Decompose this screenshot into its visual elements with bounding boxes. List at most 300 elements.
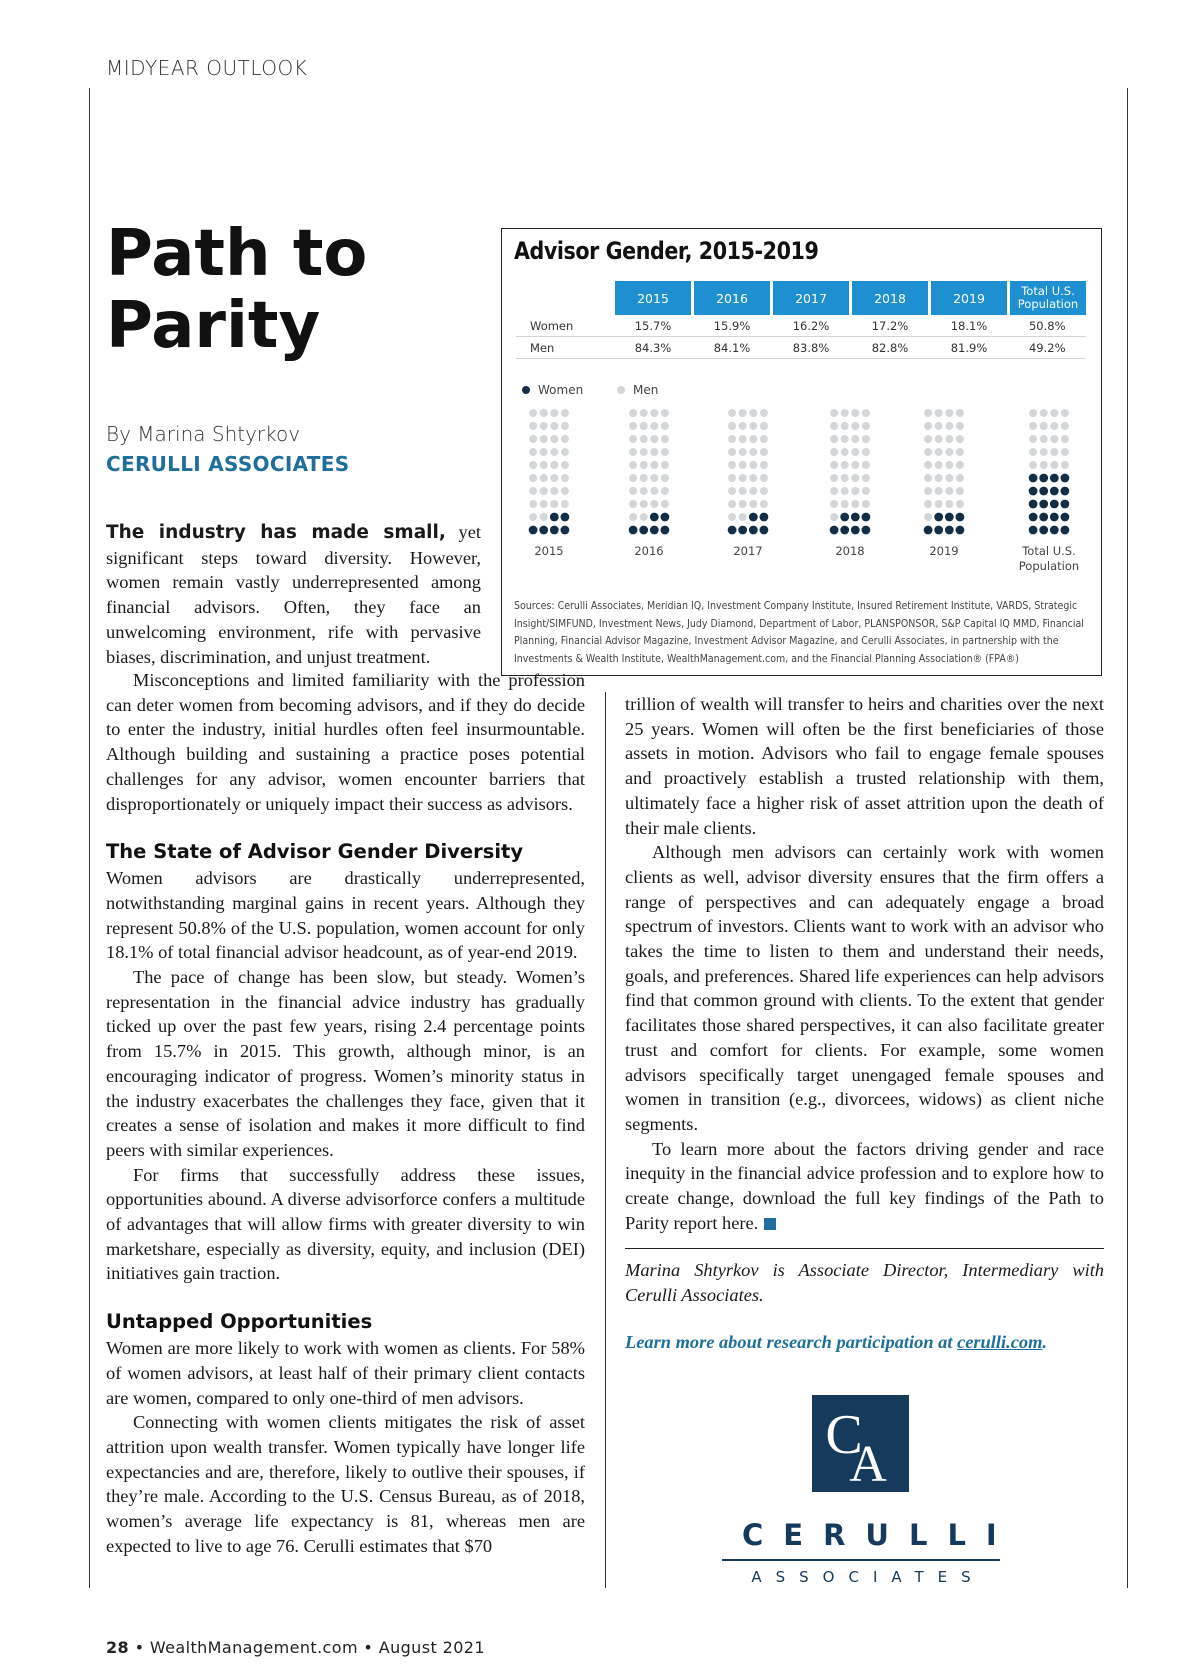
men-dot bbox=[749, 461, 757, 469]
men-dot bbox=[728, 513, 736, 521]
women-dot bbox=[1039, 487, 1048, 496]
women-dot bbox=[1050, 474, 1059, 483]
men-dot bbox=[728, 409, 736, 417]
men-dot bbox=[924, 461, 932, 469]
men-dot bbox=[550, 500, 558, 508]
men-dot bbox=[540, 461, 548, 469]
women-dot bbox=[661, 526, 670, 535]
men-dot bbox=[935, 487, 943, 495]
women-dot bbox=[1029, 500, 1038, 509]
men-dot bbox=[1061, 448, 1069, 456]
table-cell: 84.1% bbox=[693, 337, 772, 359]
men-dot bbox=[739, 435, 747, 443]
men-dot bbox=[640, 500, 648, 508]
women-dot bbox=[1029, 513, 1038, 522]
men-dot bbox=[760, 461, 768, 469]
women-dot bbox=[924, 526, 933, 535]
men-dot bbox=[540, 422, 548, 430]
row-label: Women bbox=[516, 315, 614, 337]
men-dot bbox=[841, 500, 849, 508]
column-header: Total U.S. Population bbox=[1009, 281, 1087, 315]
logo-wordmark: CERULLI bbox=[742, 1518, 1017, 1552]
men-dot bbox=[540, 435, 548, 443]
men-dot bbox=[550, 422, 558, 430]
bio-divider bbox=[625, 1248, 1104, 1249]
men-dot bbox=[561, 435, 569, 443]
men-dot bbox=[540, 487, 548, 495]
men-dot bbox=[841, 422, 849, 430]
table-cell: 17.2% bbox=[851, 315, 930, 337]
right-column bbox=[625, 692, 1104, 1235]
men-dot bbox=[1040, 461, 1048, 469]
column-header: 2017 bbox=[772, 281, 851, 315]
dot-group-label: 2019 bbox=[929, 544, 959, 558]
women-dot bbox=[561, 526, 570, 535]
men-dot bbox=[661, 422, 669, 430]
men-dot bbox=[924, 422, 932, 430]
women-dot bbox=[840, 513, 849, 522]
paragraph: Women advisors are drastically underrepresented, notwithstanding marginal gains in recent years. Although they represent 50.8% of the U.S. population, women account for only 18.1% of total financial advisor headcount, as of year-end 2019. bbox=[106, 868, 585, 963]
men-dot bbox=[640, 435, 648, 443]
men-dot bbox=[1040, 435, 1048, 443]
table-corner bbox=[516, 281, 614, 315]
women-dot bbox=[639, 526, 648, 535]
table-row bbox=[516, 337, 1086, 359]
men-dot bbox=[550, 409, 558, 417]
men-dot bbox=[561, 422, 569, 430]
row-label: Men bbox=[516, 337, 614, 359]
men-dot bbox=[1040, 422, 1048, 430]
men-dot bbox=[550, 435, 558, 443]
men-dot bbox=[661, 448, 669, 456]
men-dot bbox=[935, 500, 943, 508]
women-dot bbox=[529, 526, 538, 535]
table-cell: 15.7% bbox=[614, 315, 693, 337]
men-dot bbox=[945, 500, 953, 508]
women-dot bbox=[550, 513, 559, 522]
men-dot bbox=[749, 435, 757, 443]
men-dot bbox=[529, 435, 537, 443]
women-dot bbox=[1061, 474, 1070, 483]
ca-monogram-icon bbox=[812, 1395, 909, 1492]
men-dot bbox=[550, 487, 558, 495]
men-dot bbox=[1061, 461, 1069, 469]
women-dot bbox=[1029, 526, 1038, 535]
men-dot bbox=[1061, 422, 1069, 430]
men-dot bbox=[739, 513, 747, 521]
men-dot bbox=[550, 461, 558, 469]
column-rule bbox=[605, 692, 606, 1588]
men-dot bbox=[924, 448, 932, 456]
women-dot bbox=[1050, 487, 1059, 496]
men-dot bbox=[661, 474, 669, 482]
women-dot bbox=[840, 526, 849, 535]
women-dot bbox=[629, 526, 638, 535]
women-dot bbox=[1061, 487, 1070, 496]
women-dot bbox=[945, 513, 954, 522]
paragraph: The pace of change has been slow, but steady. Women’s representation in the financial advice industry has gradually ticked up over the past few years, rising 2.4 percentage points from 15.7% in 2015. This growth, although minor, is an encouraging indicator of progress. Women’s minority status in the industry exacerbates the challenges they face, given that it creates a sense of isolation and makes it more difficult to find peers with similar experiences. bbox=[106, 967, 585, 1160]
men-dot bbox=[629, 513, 637, 521]
men-dot bbox=[924, 409, 932, 417]
men-dot bbox=[640, 487, 648, 495]
women-dot bbox=[830, 526, 839, 535]
men-dot bbox=[629, 422, 637, 430]
men-dot bbox=[1050, 422, 1058, 430]
women-dot bbox=[956, 513, 965, 522]
paragraph: For firms that successfully address these issues, opportunities abound. A diverse advisorforce confers a multitude of advantages that will allow firms with greater diversity to win marketshare, especially as diversity, equity, and inclusion (DEI) initiatives gain traction. bbox=[106, 1164, 585, 1284]
page-footer bbox=[106, 1638, 485, 1657]
paragraph: Connecting with women clients mitigates the risk of asset attrition upon wealth transfer. Women typically have longer life expectancies and are, therefore, likely to outlive their spouses, if they’re male. According to the U.S. Census Bureau, as of 2018, women’s average life expectancy is 81, whereas men are expected to live to age 76. Cerulli estimates that $70 bbox=[106, 1412, 585, 1556]
men-dot bbox=[749, 409, 757, 417]
men-dot bbox=[841, 448, 849, 456]
women-dot bbox=[1039, 500, 1048, 509]
dot-group-4 bbox=[924, 409, 965, 534]
men-dot bbox=[945, 448, 953, 456]
men-dot bbox=[830, 422, 838, 430]
column-header: 2015 bbox=[614, 281, 693, 315]
dot-group-label: 2017 bbox=[733, 544, 763, 558]
men-dot bbox=[661, 487, 669, 495]
men-dot bbox=[945, 474, 953, 482]
men-dot bbox=[956, 461, 964, 469]
table-cell: 83.8% bbox=[772, 337, 851, 359]
men-dot bbox=[728, 500, 736, 508]
page-number: 28 bbox=[106, 1638, 130, 1657]
men-dot bbox=[956, 474, 964, 482]
men-dot bbox=[830, 500, 838, 508]
men-dot bbox=[841, 461, 849, 469]
men-dot bbox=[540, 500, 548, 508]
men-dot bbox=[529, 513, 537, 521]
byline: By Marina Shtyrkov bbox=[106, 422, 301, 446]
men-dot bbox=[540, 513, 548, 521]
men-dot bbox=[728, 487, 736, 495]
men-dot bbox=[728, 422, 736, 430]
cerulli-logo-mark bbox=[812, 1395, 909, 1492]
men-dot bbox=[661, 461, 669, 469]
men-dot bbox=[830, 487, 838, 495]
dot-group-label: Population bbox=[1018, 559, 1080, 573]
dot-matrix-chart bbox=[502, 407, 1100, 597]
men-dot bbox=[561, 409, 569, 417]
men-dot bbox=[1061, 435, 1069, 443]
subheading-untapped: Untapped Opportunities bbox=[106, 1310, 373, 1334]
women-dot bbox=[1050, 513, 1059, 522]
men-dot bbox=[862, 487, 870, 495]
men-dot bbox=[739, 487, 747, 495]
dot-group-label: 2018 bbox=[835, 544, 865, 558]
men-dot bbox=[739, 409, 747, 417]
legend-label: Women bbox=[538, 383, 584, 397]
women-dot bbox=[1061, 500, 1070, 509]
men-dot bbox=[561, 500, 569, 508]
men-dot bbox=[739, 500, 747, 508]
men-dot bbox=[550, 448, 558, 456]
men-dot bbox=[650, 500, 658, 508]
chart-source-note: Sources: Cerulli Associates, Meridian IQ, Investment Company Institute, Insured Retirement Institute, VARDS, Strategic Insight/SIMFUND, Investment News, Judy Diamond, Department of Labor, PLANSPONSOR, S&P Capital IQ MMD, Financial Planning, Financial Advisor Magazine, Investment Advisor Magazine, and Cerulli Associates, in partnership with the Investments & Wealth Institute, WealthManagement.com, and the Financial Planning Association® (FPA®) bbox=[514, 599, 1084, 665]
legend-swatch-men bbox=[617, 386, 625, 394]
men-dot bbox=[924, 474, 932, 482]
men-dot bbox=[851, 435, 859, 443]
men-dot bbox=[760, 409, 768, 417]
men-dot bbox=[749, 500, 757, 508]
women-dot bbox=[1050, 500, 1059, 509]
men-dot bbox=[1029, 461, 1037, 469]
learn-more bbox=[625, 1332, 1104, 1353]
women-dot bbox=[561, 513, 570, 522]
women-dot bbox=[1061, 526, 1070, 535]
men-dot bbox=[924, 487, 932, 495]
legend-item-women bbox=[522, 383, 583, 397]
dot-group-1 bbox=[629, 409, 670, 534]
men-dot bbox=[749, 448, 757, 456]
men-dot bbox=[1029, 409, 1037, 417]
men-dot bbox=[830, 474, 838, 482]
men-dot bbox=[640, 461, 648, 469]
men-dot bbox=[650, 409, 658, 417]
men-dot bbox=[540, 409, 548, 417]
men-dot bbox=[851, 409, 859, 417]
men-dot bbox=[640, 474, 648, 482]
men-dot bbox=[956, 435, 964, 443]
women-dot bbox=[650, 526, 659, 535]
men-dot bbox=[640, 409, 648, 417]
men-dot bbox=[529, 500, 537, 508]
legend-swatch-women bbox=[522, 386, 530, 394]
left-rule bbox=[89, 88, 90, 1588]
men-dot bbox=[841, 474, 849, 482]
author-bio: Marina Shtyrkov is Associate Director, Intermediary with Cerulli Associates. bbox=[625, 1260, 1104, 1305]
women-dot bbox=[661, 513, 670, 522]
men-dot bbox=[529, 474, 537, 482]
men-dot bbox=[1029, 422, 1037, 430]
dot-group-2 bbox=[728, 409, 769, 534]
dot-group-label: 2016 bbox=[634, 544, 664, 558]
men-dot bbox=[830, 513, 838, 521]
women-dot bbox=[862, 513, 871, 522]
legend-label: Men bbox=[633, 383, 659, 397]
women-dot bbox=[1039, 526, 1048, 535]
men-dot bbox=[760, 435, 768, 443]
women-dot bbox=[851, 526, 860, 535]
dot-group-label: Total U.S. bbox=[1022, 544, 1076, 558]
table-cell: 49.2% bbox=[1009, 337, 1087, 359]
men-dot bbox=[956, 500, 964, 508]
men-dot bbox=[760, 487, 768, 495]
men-dot bbox=[629, 409, 637, 417]
closing-text: To learn more about the factors driving gender and race inequity in the financial advice profession and to explore how to create change, download the full key findings of the Path to Parity report here. bbox=[625, 1138, 1104, 1233]
men-dot bbox=[739, 422, 747, 430]
men-dot bbox=[830, 409, 838, 417]
men-dot bbox=[739, 474, 747, 482]
men-dot bbox=[841, 487, 849, 495]
men-dot bbox=[1050, 435, 1058, 443]
column-header: 2018 bbox=[851, 281, 930, 315]
women-dot bbox=[851, 513, 860, 522]
women-dot bbox=[760, 513, 769, 522]
women-dot bbox=[539, 526, 548, 535]
men-dot bbox=[862, 422, 870, 430]
women-dot bbox=[934, 526, 943, 535]
men-dot bbox=[924, 513, 932, 521]
table-cell: 18.1% bbox=[930, 315, 1009, 337]
men-dot bbox=[728, 461, 736, 469]
men-dot bbox=[629, 435, 637, 443]
women-dot bbox=[862, 526, 871, 535]
men-dot bbox=[629, 500, 637, 508]
men-dot bbox=[650, 422, 658, 430]
men-dot bbox=[956, 448, 964, 456]
table-cell: 81.9% bbox=[930, 337, 1009, 359]
men-dot bbox=[1040, 409, 1048, 417]
table-cell: 84.3% bbox=[614, 337, 693, 359]
women-dot bbox=[1029, 487, 1038, 496]
men-dot bbox=[739, 461, 747, 469]
lead-paragraph-block bbox=[106, 520, 481, 669]
table-cell: 82.8% bbox=[851, 337, 930, 359]
men-dot bbox=[945, 461, 953, 469]
men-dot bbox=[661, 435, 669, 443]
men-dot bbox=[851, 487, 859, 495]
men-dot bbox=[739, 448, 747, 456]
end-mark-icon bbox=[764, 1218, 776, 1230]
men-dot bbox=[540, 448, 548, 456]
chart-title: Advisor Gender, 2015-2019 bbox=[514, 237, 819, 265]
men-dot bbox=[529, 487, 537, 495]
men-dot bbox=[728, 448, 736, 456]
men-dot bbox=[629, 487, 637, 495]
men-dot bbox=[862, 448, 870, 456]
men-dot bbox=[749, 422, 757, 430]
men-dot bbox=[529, 409, 537, 417]
men-dot bbox=[629, 448, 637, 456]
women-dot bbox=[1050, 526, 1059, 535]
women-dot bbox=[749, 526, 758, 535]
men-dot bbox=[640, 513, 648, 521]
men-dot bbox=[629, 474, 637, 482]
men-dot bbox=[841, 435, 849, 443]
advisor-gender-chart bbox=[501, 228, 1102, 676]
men-dot bbox=[830, 435, 838, 443]
women-dot bbox=[1039, 513, 1048, 522]
men-dot bbox=[924, 500, 932, 508]
women-dot bbox=[945, 526, 954, 535]
men-dot bbox=[1029, 435, 1037, 443]
paragraph bbox=[625, 1137, 1104, 1236]
men-dot bbox=[1029, 448, 1037, 456]
men-dot bbox=[935, 435, 943, 443]
gender-table bbox=[516, 281, 1086, 359]
svg-text:C: C bbox=[825, 1404, 863, 1466]
men-dot bbox=[851, 448, 859, 456]
column-header: 2016 bbox=[693, 281, 772, 315]
men-dot bbox=[561, 461, 569, 469]
legend-item-men bbox=[617, 383, 658, 397]
men-dot bbox=[1040, 448, 1048, 456]
men-dot bbox=[945, 487, 953, 495]
left-column bbox=[106, 668, 585, 1559]
men-dot bbox=[728, 474, 736, 482]
men-dot bbox=[862, 474, 870, 482]
men-dot bbox=[862, 461, 870, 469]
men-dot bbox=[956, 422, 964, 430]
women-dot bbox=[738, 526, 747, 535]
dot-group-3 bbox=[830, 409, 871, 534]
lead-text: yet significant steps toward diversity. However, women remain vastly underrepresented among financial advisors. Often, they face an unwelcoming environment, rife with pervasive biases, discrimination, and unjust treatment. bbox=[106, 522, 481, 667]
men-dot bbox=[650, 487, 658, 495]
men-dot bbox=[851, 422, 859, 430]
footer-text: • WealthManagement.com • August 2021 bbox=[129, 1638, 485, 1657]
men-dot bbox=[650, 435, 658, 443]
men-dot bbox=[851, 474, 859, 482]
men-dot bbox=[1050, 409, 1058, 417]
men-dot bbox=[529, 461, 537, 469]
learn-more-suffix: . bbox=[1042, 1332, 1047, 1352]
men-dot bbox=[841, 409, 849, 417]
learn-more-text: Learn more about research participation at bbox=[625, 1332, 958, 1352]
men-dot bbox=[1050, 448, 1058, 456]
dot-group-5 bbox=[1029, 409, 1070, 534]
chart-legend bbox=[522, 383, 688, 397]
table-row bbox=[516, 315, 1086, 337]
men-dot bbox=[760, 474, 768, 482]
paragraph: Although men advisors can certainly work with women clients as well, advisor diversity ensures that the firm offers a range of perspectives and can adequately engage a broad spectrum of investors. Clients want to work with an advisor who takes the time to listen to them and understand their needs, goals, and preferences. Shared life experiences can help advisors find that common ground with clients. To the extent that gender facilitates those shared perspectives, it can also facilitate greater trust and comfort for clients. For example, some women advisors specifically target unengaged female spouses and women in transition (e.g., divorcees, widows) as client niche segments. bbox=[625, 842, 1104, 1134]
women-dot bbox=[1029, 474, 1038, 483]
section-label: MIDYEAR OUTLOOK bbox=[106, 56, 308, 80]
subheading-state: The State of Advisor Gender Diversity bbox=[106, 840, 524, 864]
men-dot bbox=[862, 409, 870, 417]
men-dot bbox=[749, 474, 757, 482]
men-dot bbox=[924, 435, 932, 443]
men-dot bbox=[561, 448, 569, 456]
paragraph: trillion of wealth will transfer to heirs and charities over the next 25 years. Women will often be the first beneficiaries of those assets in motion. Advisors who fail to engage female spouses and proactively establish a trusted relationship with them, ultimately face a higher risk of asset attrition upon the death of their male clients. bbox=[625, 694, 1104, 838]
men-dot bbox=[550, 474, 558, 482]
logo-subtitle: ASSOCIATES bbox=[751, 1568, 985, 1586]
men-dot bbox=[862, 435, 870, 443]
lead-bold-text: The industry has made small, bbox=[106, 522, 446, 543]
men-dot bbox=[760, 422, 768, 430]
men-dot bbox=[629, 461, 637, 469]
men-dot bbox=[945, 422, 953, 430]
men-dot bbox=[749, 487, 757, 495]
dot-group-0 bbox=[529, 409, 570, 534]
men-dot bbox=[945, 409, 953, 417]
men-dot bbox=[851, 461, 859, 469]
men-dot bbox=[529, 448, 537, 456]
men-dot bbox=[650, 448, 658, 456]
men-dot bbox=[945, 435, 953, 443]
men-dot bbox=[851, 500, 859, 508]
svg-text:A: A bbox=[849, 1436, 887, 1492]
lead-paragraph bbox=[106, 520, 481, 669]
logo-rule bbox=[722, 1559, 1000, 1561]
men-dot bbox=[956, 487, 964, 495]
men-dot bbox=[661, 409, 669, 417]
author-organization: CERULLI ASSOCIATES bbox=[106, 452, 350, 476]
men-dot bbox=[1050, 461, 1058, 469]
men-dot bbox=[935, 409, 943, 417]
right-rule bbox=[1127, 88, 1128, 1588]
column-header: 2019 bbox=[930, 281, 1009, 315]
men-dot bbox=[935, 461, 943, 469]
men-dot bbox=[661, 500, 669, 508]
men-dot bbox=[935, 422, 943, 430]
cerulli-link[interactable]: cerulli.com bbox=[957, 1332, 1043, 1352]
men-dot bbox=[640, 422, 648, 430]
paragraph: Women are more likely to work with women as clients. For 58% of women advisors, at least half of their primary client contacts are women, compared to only one-third of men advisors. bbox=[106, 1338, 585, 1408]
women-dot bbox=[728, 526, 737, 535]
article-title: Path to Parity bbox=[106, 217, 368, 363]
